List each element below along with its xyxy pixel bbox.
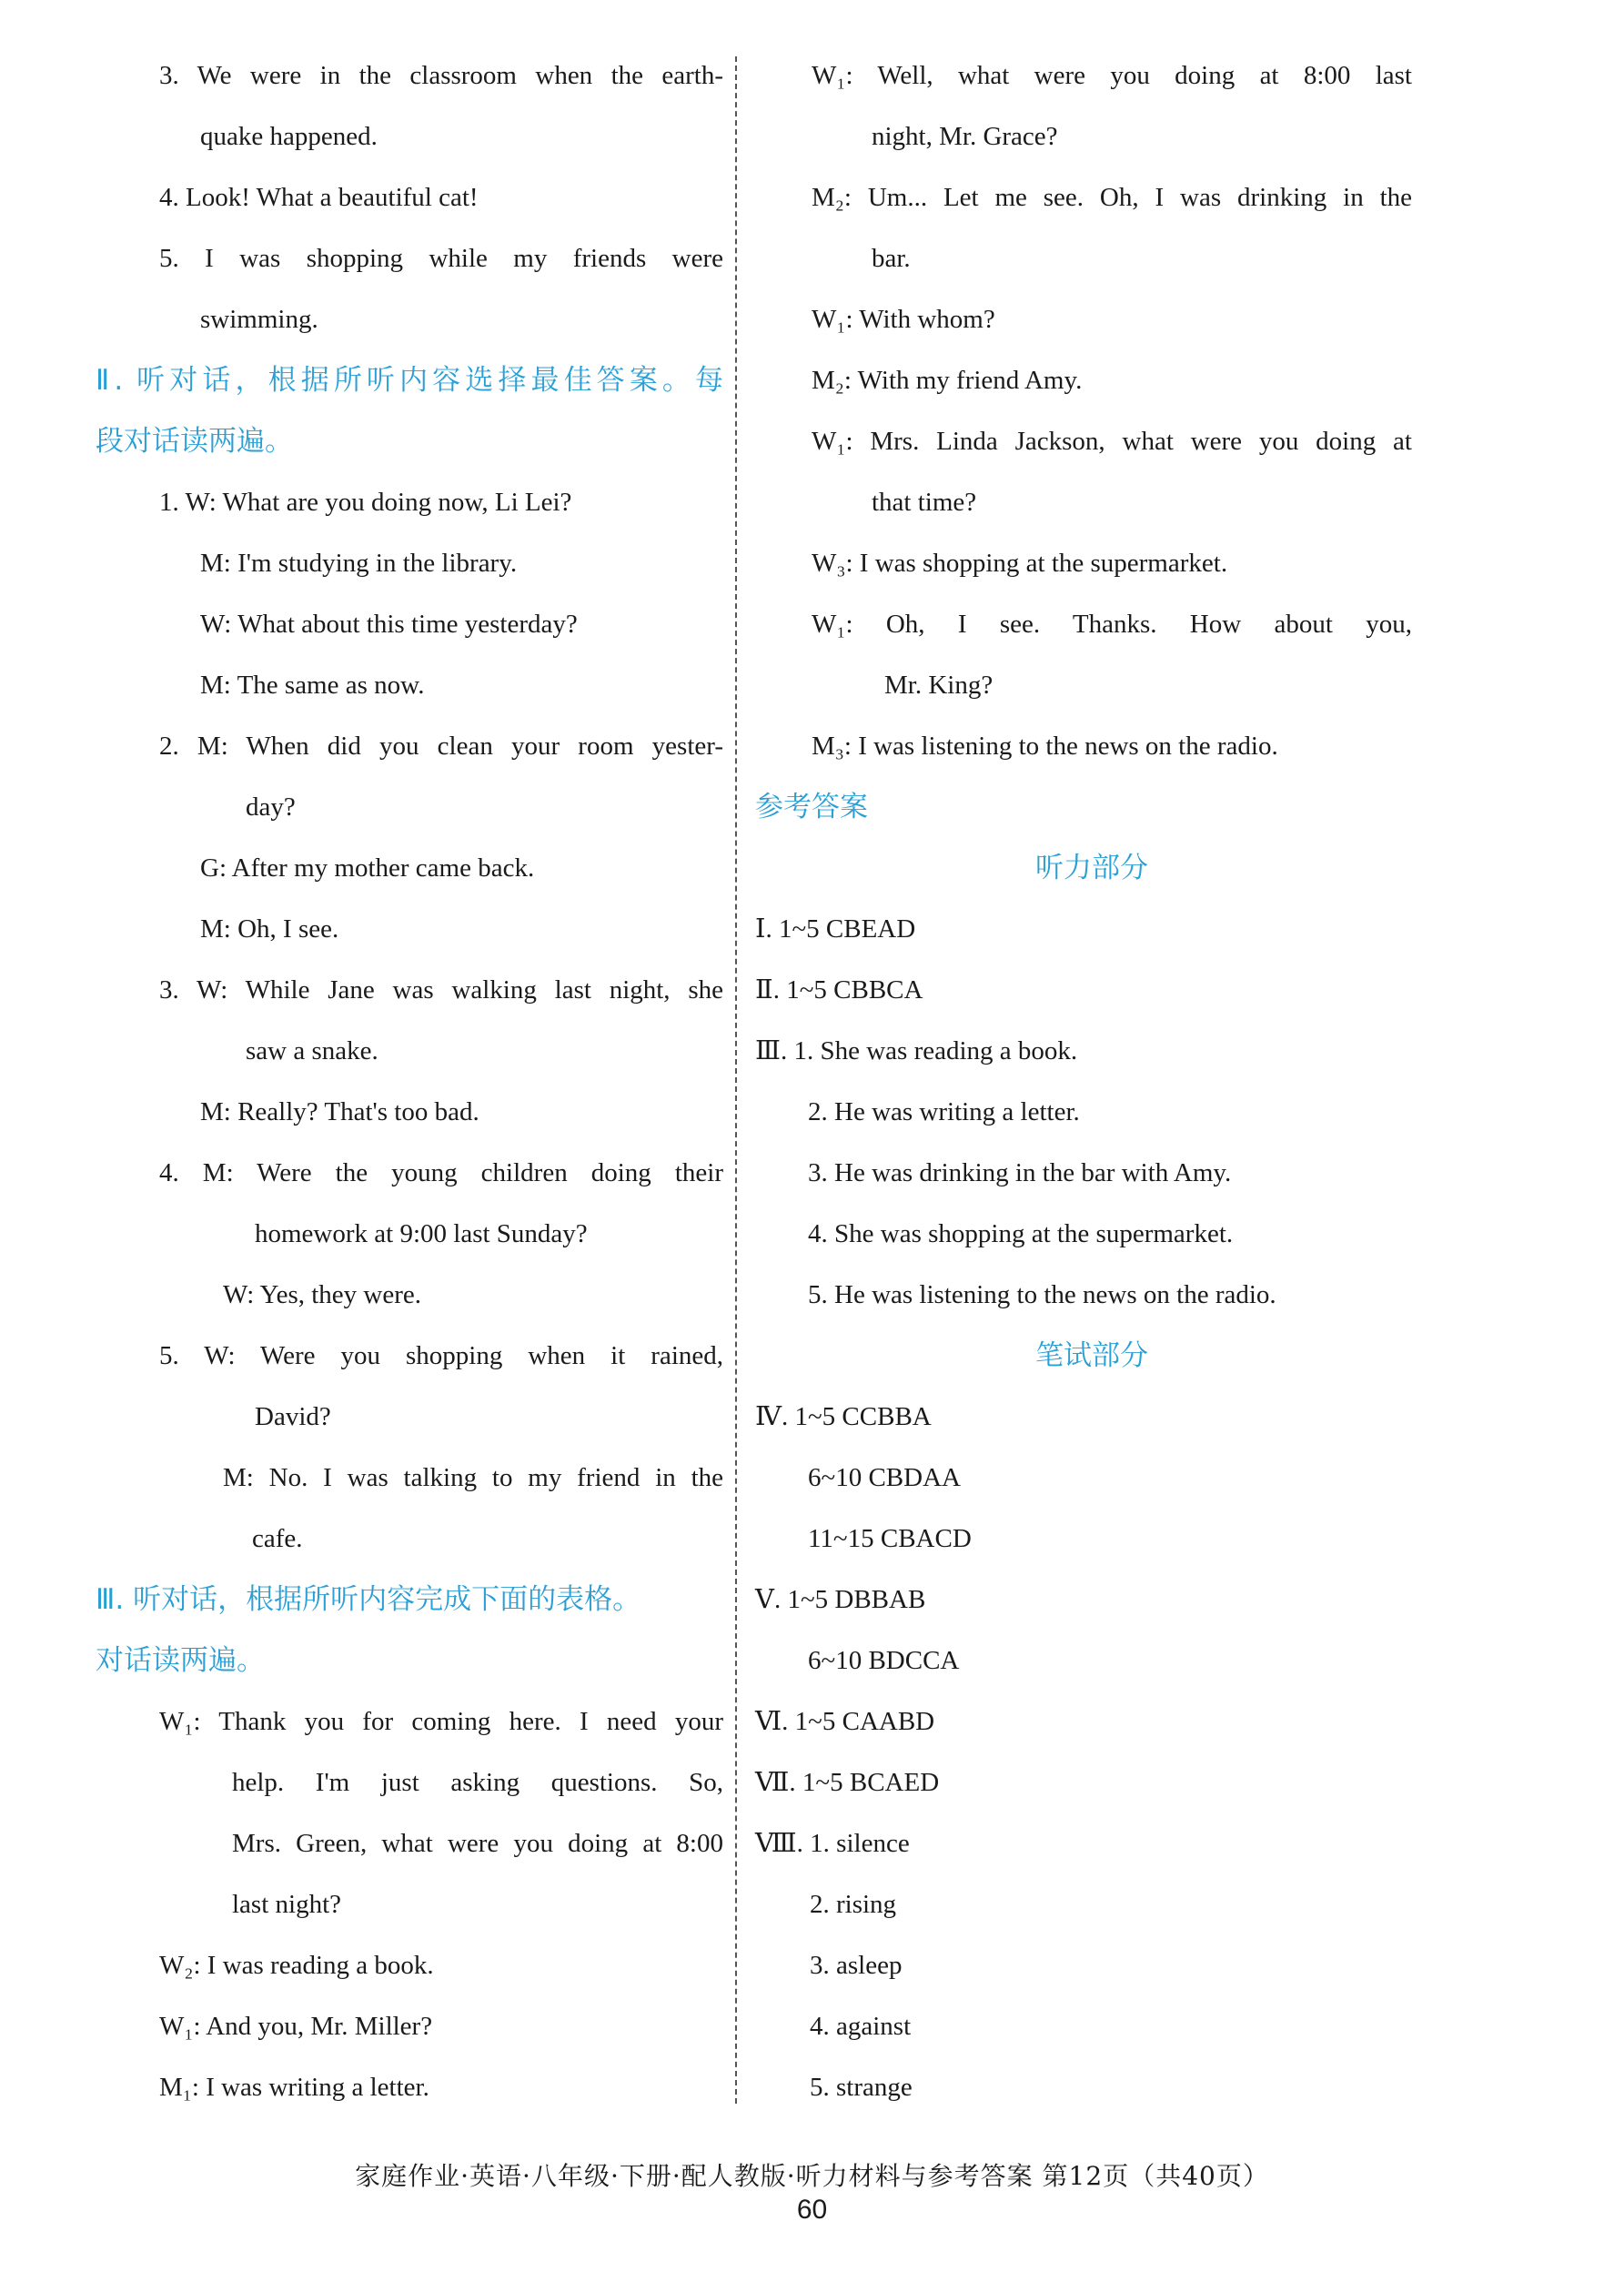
dialogue-line: bar. (872, 244, 911, 273)
dialogue-line: 4. M: Were the young children doing their (159, 1158, 723, 1187)
text-line: quake happened. (200, 122, 378, 151)
text-line: 5. I was shopping while my friends were (159, 244, 723, 273)
answer-line: 6~10 CBDAA (808, 1463, 961, 1492)
answer-line: 2. rising (810, 1890, 897, 1919)
right-column (755, 45, 1428, 2118)
dialogue-line: W₂: I was reading a book. (159, 1951, 434, 1980)
text-line: 4. Look! What a beautiful cat! (159, 183, 479, 212)
dialogue-line: W: What about this time yesterday? (200, 610, 578, 639)
answer-line: Ⅱ. 1~5 CBBCA (755, 975, 923, 1005)
dialogue-line: W₁: Thank you for coming here. I need your (159, 1707, 723, 1736)
dialogue-line: W₁: With whom? (812, 305, 995, 334)
listening-section-heading: 听力部分 (1035, 852, 1148, 884)
dialogue-line: night, Mr. Grace? (872, 122, 1058, 151)
column-divider (735, 56, 737, 2104)
dialogue-line: M₂: Um... Let me see. Oh, I was drinking in the (812, 183, 1412, 212)
answer-line: 3. He was drinking in the bar with Amy. (808, 1158, 1232, 1187)
answer-line: 5. strange (810, 2073, 913, 2102)
dialogue-line: W₃: I was shopping at the supermarket. (812, 549, 1228, 578)
answer-line: 6~10 BDCCA (808, 1646, 960, 1675)
dialogue-line: 2. M: When did you clean your room yester- (159, 732, 723, 761)
answer-line: 4. She was shopping at the supermarket. (808, 1219, 1234, 1248)
dialogue-line: homework at 9:00 last Sunday? (255, 1219, 588, 1248)
dialogue-line: 3. W: While Jane was walking last night, she (159, 975, 723, 1005)
dialogue-line: W: Yes, they were. (223, 1280, 421, 1309)
answers-heading: 参考答案 (755, 791, 868, 823)
section-heading: 对话读两遍。 (96, 1644, 265, 1677)
dialogue-line: 5. W: Were you shopping when it rained, (159, 1341, 723, 1370)
answer-line: 4. against (810, 2012, 912, 2041)
dialogue-line: M₃: I was listening to the news on the radio. (812, 732, 1278, 761)
answer-line: Ⅰ. 1~5 CBEAD (755, 914, 916, 944)
dialogue-line: Mrs. Green, what were you doing at 8:00 (232, 1829, 723, 1858)
dialogue-line: M: Really? That's too bad. (200, 1097, 479, 1126)
answer-line: Ⅳ. 1~5 CCBBA (755, 1402, 932, 1431)
dialogue-line: M: I'm studying in the library. (200, 549, 518, 578)
dialogue-line: W₁: Mrs. Linda Jackson, what were you doing at (812, 427, 1412, 456)
dialogue-line: day? (246, 793, 296, 822)
page-number: 60 (796, 2195, 828, 2225)
dialogue-line: W₁: And you, Mr. Miller? (159, 2012, 433, 2041)
section-heading: Ⅲ. 听对话，根据所听内容完成下面的表格。 (96, 1583, 641, 1616)
answer-line: Ⅲ. 1. She was reading a book. (755, 1036, 1078, 1065)
written-section-heading: 笔试部分 (1035, 1339, 1148, 1372)
dialogue-line: last night? (232, 1890, 342, 1919)
answer-line: Ⅶ. 1~5 BCAED (755, 1768, 940, 1797)
dialogue-line: G: After my mother came back. (200, 853, 535, 883)
dialogue-line: cafe. (252, 1524, 303, 1553)
dialogue-line: that time? (872, 488, 977, 517)
dialogue-line: M: The same as now. (200, 671, 425, 700)
answer-line: 11~15 CBACD (808, 1524, 972, 1553)
answer-line: Ⅴ. 1~5 DBBAB (755, 1585, 926, 1614)
text-line: 3. We were in the classroom when the earth- (159, 61, 723, 90)
section-heading: 段对话读两遍。 (96, 425, 293, 458)
dialogue-line: M: Oh, I see. (200, 914, 339, 944)
answer-line: Ⅵ. 1~5 CAABD (755, 1707, 935, 1736)
dialogue-line: W₁: Well, what were you doing at 8:00 last (812, 61, 1412, 90)
dialogue-line: 1. W: What are you doing now, Li Lei? (159, 488, 572, 517)
dialogue-line: M₁: I was writing a letter. (159, 2073, 429, 2102)
dialogue-line: saw a snake. (246, 1036, 378, 1065)
answer-line: Ⅷ. 1. silence (755, 1829, 910, 1858)
left-column (96, 45, 723, 2118)
dialogue-line: help. I'm just asking questions. So, (232, 1768, 723, 1797)
dialogue-line: M: No. I was talking to my friend in the (223, 1463, 723, 1492)
dialogue-line: David? (255, 1402, 331, 1431)
dialogue-line: M₂: With my friend Amy. (812, 366, 1083, 395)
text-line: swimming. (200, 305, 318, 334)
answer-line: 5. He was listening to the news on the radio. (808, 1280, 1276, 1309)
footer-caption: 家庭作业·英语·八年级·下册·配人教版·听力材料与参考答案 第12页（共40页） (355, 2161, 1269, 2191)
dialogue-line: W₁: Oh, I see. Thanks. How about you, (812, 610, 1412, 639)
answer-line: 2. He was writing a letter. (808, 1097, 1080, 1126)
answer-line: 3. asleep (810, 1951, 903, 1980)
dialogue-line: Mr. King? (884, 671, 994, 700)
section-heading: Ⅱ. 听对话，根据所听内容选择最佳答案。每 (96, 364, 723, 397)
